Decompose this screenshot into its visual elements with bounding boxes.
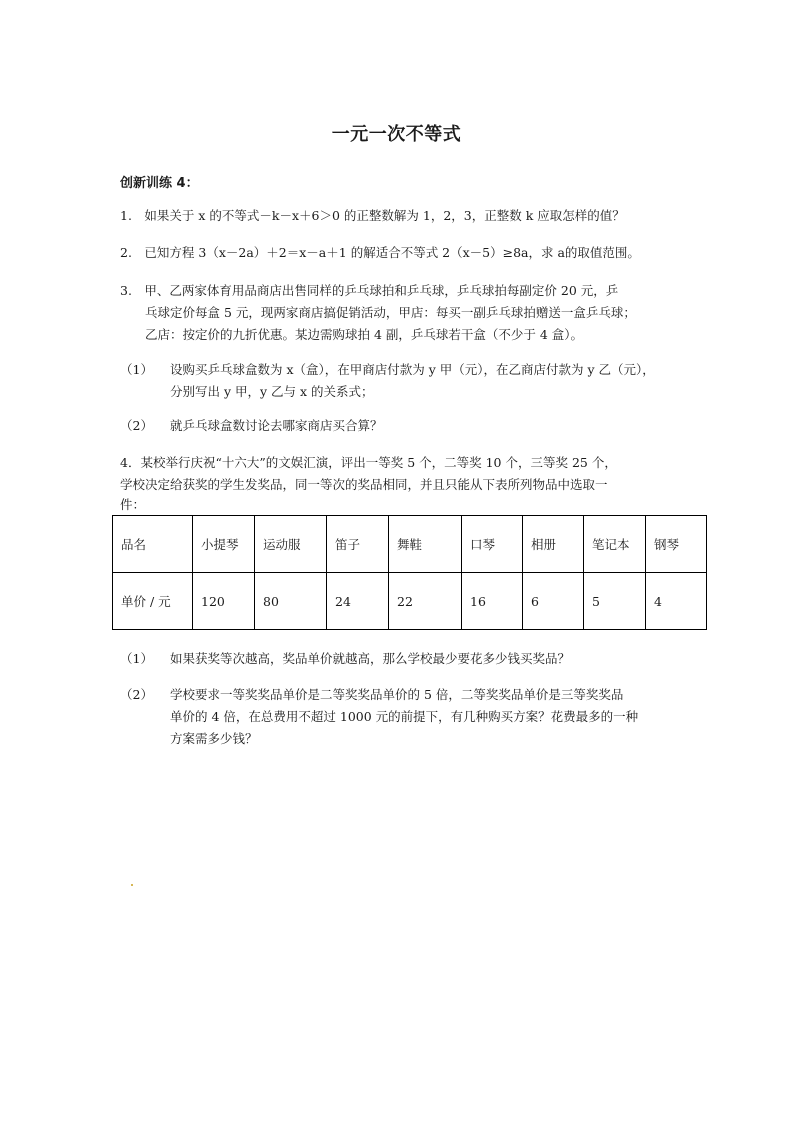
question-4-line-3: 件： [120, 497, 146, 512]
page-title: 一元一次不等式 [331, 124, 462, 145]
price-cell: 4 [646, 573, 707, 630]
item-cell: 口琴 [462, 516, 523, 573]
row-header-unit-price: 单价 / 元 [113, 573, 193, 630]
item-cell: 相册 [523, 516, 584, 573]
question-3-line-1: 3. 甲、乙两家体育用品商店出售同样的乒乓球拍和乒乓球，乒乓球拍每副定价 20 元，乒 [120, 283, 619, 298]
question-4-sub-1-line-1: 如果获奖等次越高，奖品单价就越高，那么学校最少要花多少钱买奖品？ [170, 651, 571, 666]
section-heading: 创新训练 4： [120, 176, 199, 191]
question-4-sub-2-line-3: 方案需多少钱？ [170, 731, 258, 746]
question-1: 1. 如果关于 x 的不等式－k－x＋6＞0 的正整数解为 1，2，3，正整数 k 应取怎样的值？ [120, 208, 625, 223]
price-cell: 120 [193, 573, 255, 630]
item-cell: 笔记本 [584, 516, 646, 573]
item-cell: 笛子 [327, 516, 389, 573]
row-header-item-name: 品名 [113, 516, 193, 573]
question-3-sub-2-line-1: 就乒乓球盒数讨论去哪家商店买合算？ [170, 418, 383, 433]
price-table [112, 515, 707, 630]
question-4-sub-1-label: （1） [120, 651, 153, 666]
question-4-line-1: 4．某校举行庆祝“十六大”的文娱汇演，评出一等奖 5 个，二等奖 10 个，三等奖 25 个， [120, 455, 617, 470]
question-3-sub-2-label: （2） [120, 418, 153, 433]
item-cell: 舞鞋 [389, 516, 462, 573]
price-cell: 24 [327, 573, 389, 630]
item-cell: 钢琴 [646, 516, 707, 573]
table-row-items [113, 516, 707, 573]
question-3-sub-1-label: （1） [120, 362, 153, 377]
price-cell: 22 [389, 573, 462, 630]
scan-artifact-dot [131, 884, 133, 886]
question-2: 2. 已知方程 3（x－2a）＋2＝x－a＋1 的解适合不等式 2（x－5）≥8a，求 a的取值范围。 [120, 245, 640, 260]
question-4-sub-2-line-2: 单价的 4 倍，在总费用不超过 1000 元的前提下，有几种购买方案？花费最多的一种 [170, 709, 639, 724]
price-cell: 16 [462, 573, 523, 630]
table-row-prices [113, 573, 707, 630]
question-3-line-3: 乙店：按定价的九折优惠。某边需购球拍 4 副，乒乓球若干盒（不少于 4 盒）。 [145, 327, 584, 342]
question-4-line-2: 学校决定给获奖的学生发奖品，同一等次的奖品相同，并且只能从下表所列物品中选取一 [120, 477, 608, 492]
question-4-sub-2-line-1: 学校要求一等奖奖品单价是二等奖奖品单价的 5 倍，二等奖奖品单价是三等奖奖品 [170, 687, 624, 702]
question-4-sub-2-label: （2） [120, 687, 153, 702]
question-3-sub-1-line-1: 设购买乒乓球盒数为 x（盒），在甲商店付款为 y 甲（元），在乙商店付款为 y 乙（元）， [170, 362, 655, 377]
price-cell: 5 [584, 573, 646, 630]
question-3-line-2: 乓球定价每盒 5 元，现两家商店搞促销活动，甲店：每买一副乒乓球拍赠送一盒乒乓球； [145, 305, 636, 320]
price-cell: 80 [255, 573, 327, 630]
item-cell: 运动服 [255, 516, 327, 573]
price-cell: 6 [523, 573, 584, 630]
item-cell: 小提琴 [193, 516, 255, 573]
question-3-sub-1-line-2: 分别写出 y 甲，y 乙与 x 的关系式； [170, 384, 374, 399]
